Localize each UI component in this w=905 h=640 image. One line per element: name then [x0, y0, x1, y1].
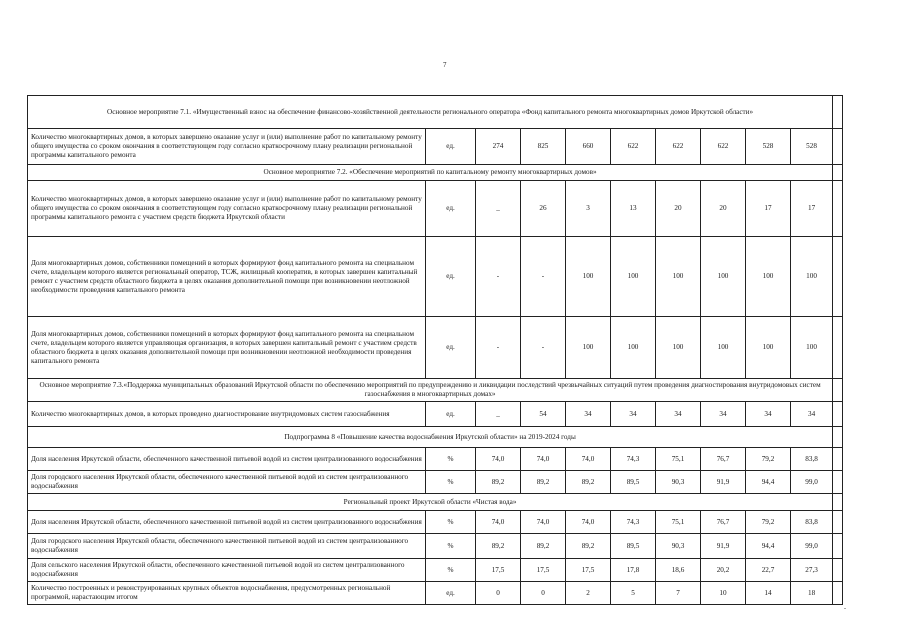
value-cell: 94,4 — [746, 534, 791, 559]
value-cell: 74,0 — [521, 511, 566, 534]
value-cell: - — [521, 237, 566, 317]
value-cell: - — [521, 317, 566, 379]
value-cell: 22,7 — [746, 559, 791, 582]
value-cell: 100 — [701, 317, 746, 379]
value-cell: 622 — [656, 129, 701, 165]
value-cell: 14 — [746, 582, 791, 605]
indicator-name: Доля населения Иркутской области, обеспеченного качественной питьевой водой из систем централизованного водоснабжения — [28, 511, 426, 534]
margin-mark: . — [844, 602, 846, 611]
section-row — [28, 494, 843, 511]
value-cell: 10 — [701, 582, 746, 605]
empty-cell — [833, 237, 843, 317]
value-cell: 622 — [611, 129, 656, 165]
table-row — [28, 534, 843, 559]
value-cell: 99,0 — [791, 534, 833, 559]
value-cell: 274 — [476, 129, 521, 165]
table-row — [28, 129, 843, 165]
value-cell: _ — [476, 402, 521, 427]
unit-cell: % — [426, 534, 476, 559]
value-cell: 100 — [791, 237, 833, 317]
table-row — [28, 448, 843, 471]
value-cell: 91,9 — [701, 534, 746, 559]
value-cell: 34 — [656, 402, 701, 427]
value-cell: 99,0 — [791, 471, 833, 494]
indicator-name: Доля многоквартирных домов, собственники помещений в которых формируют фонд капитального ремонта на специальном счете, владельцем которого является управляющая организация, в которых завершен капитальный ремонт с участием средств областного бюджета в целях оказания дополнительной помощи при возникновении неотложной необходимости проведения капитального ремонта — [28, 317, 426, 379]
indicator-name: Доля многоквартирных домов, собственники помещений в которых формируют фонд капитального ремонта на специальном счете, владельцем которого является региональный оператор, ТСЖ, жилищный кооператив, в которых завершен капитальный ремонт с участием средств областного бюджета в целях оказания дополнительной помощи при возникновении неотложной необходимости проведения капитального ремонта — [28, 237, 426, 317]
value-cell: 75,1 — [656, 511, 701, 534]
section-row — [28, 427, 843, 448]
empty-cell — [833, 582, 843, 605]
value-cell: 100 — [611, 317, 656, 379]
value-cell: 74,0 — [566, 511, 611, 534]
table-row — [28, 582, 843, 605]
value-cell: 89,2 — [521, 534, 566, 559]
value-cell: 54 — [521, 402, 566, 427]
value-cell: 17,5 — [566, 559, 611, 582]
value-cell: 100 — [611, 237, 656, 317]
value-cell: 91,9 — [701, 471, 746, 494]
indicator-name: Доля городского населения Иркутской области, обеспеченного качественной питьевой водой из систем централизованного водоснабжения — [28, 534, 426, 559]
value-cell: 7 — [656, 582, 701, 605]
empty-cell — [833, 96, 843, 129]
value-cell: 83,8 — [791, 511, 833, 534]
value-cell: 34 — [791, 402, 833, 427]
empty-cell — [833, 471, 843, 494]
empty-cell — [833, 181, 843, 237]
value-cell: 100 — [791, 317, 833, 379]
empty-cell — [833, 511, 843, 534]
indicators-table — [27, 95, 843, 605]
value-cell: 17 — [791, 181, 833, 237]
value-cell: 100 — [746, 317, 791, 379]
indicator-name: Количество построенных и реконструированных крупных объектов водоснабжения, предусмотренных региональной программой, нарастающим итогом — [28, 582, 426, 605]
value-cell: 74,0 — [566, 448, 611, 471]
section-heading: Подпрограмма 8 «Повышение качества водоснабжения Иркутской области» на 2019-2024 годы — [28, 427, 833, 448]
value-cell: 528 — [746, 129, 791, 165]
value-cell: 100 — [566, 317, 611, 379]
value-cell: 89,2 — [566, 534, 611, 559]
table-row — [28, 559, 843, 582]
value-cell: 34 — [566, 402, 611, 427]
table-row — [28, 511, 843, 534]
value-cell: 34 — [611, 402, 656, 427]
value-cell: 79,2 — [746, 511, 791, 534]
value-cell: 100 — [566, 237, 611, 317]
value-cell: - — [476, 317, 521, 379]
unit-cell: % — [426, 448, 476, 471]
empty-cell — [833, 165, 843, 181]
value-cell: 622 — [701, 129, 746, 165]
value-cell: 90,3 — [656, 534, 701, 559]
indicator-name: Количество многоквартирных домов, в которых завершено оказание услуг и (или) выполнение работ по капитальному ремонту общего имущества со сроком окончания в соответствующем году согласно краткосрочному плану реализации региональной программы капитального ремонта с участием средств бюджета Иркутской области — [28, 181, 426, 237]
value-cell: 75,1 — [656, 448, 701, 471]
value-cell: 100 — [746, 237, 791, 317]
page-number: 7 — [443, 61, 447, 69]
value-cell: 660 — [566, 129, 611, 165]
value-cell: 0 — [521, 582, 566, 605]
value-cell: 89,5 — [611, 534, 656, 559]
table-row — [28, 181, 843, 237]
table-body — [28, 96, 843, 605]
value-cell: 100 — [656, 317, 701, 379]
table-row — [28, 402, 843, 427]
value-cell: 83,8 — [791, 448, 833, 471]
value-cell: 76,7 — [701, 511, 746, 534]
section-heading: Основное мероприятие 7.1. «Имущественный взнос на обеспечение финансово-хозяйственной деятельности регионального оператора «Фонд капитального ремонта многоквартирных домов Иркутской области» — [28, 96, 833, 129]
value-cell: 5 — [611, 582, 656, 605]
value-cell: 20 — [656, 181, 701, 237]
value-cell: 34 — [701, 402, 746, 427]
value-cell: 27,3 — [791, 559, 833, 582]
value-cell: 3 — [566, 181, 611, 237]
value-cell: 89,5 — [611, 471, 656, 494]
value-cell: 13 — [611, 181, 656, 237]
value-cell: 17,5 — [476, 559, 521, 582]
section-heading: Основное мероприятие 7.2. «Обеспечение мероприятий по капитальному ремонту многоквартирных домов» — [28, 165, 833, 181]
empty-cell — [833, 534, 843, 559]
value-cell: 94,4 — [746, 471, 791, 494]
table-row — [28, 471, 843, 494]
value-cell: 0 — [476, 582, 521, 605]
section-heading: Региональный проект Иркутской области «Чистая вода» — [28, 494, 833, 511]
value-cell: 20 — [701, 181, 746, 237]
value-cell: 74,0 — [476, 511, 521, 534]
indicator-name: Количество многоквартирных домов, в которых проведено диагностирование внутридомовых систем газоснабжения — [28, 402, 426, 427]
value-cell: 26 — [521, 181, 566, 237]
section-row — [28, 379, 843, 402]
empty-cell — [833, 448, 843, 471]
value-cell: 18 — [791, 582, 833, 605]
value-cell: - — [476, 237, 521, 317]
value-cell: 74,3 — [611, 511, 656, 534]
value-cell: 89,2 — [521, 471, 566, 494]
unit-cell: ед. — [426, 402, 476, 427]
indicator-name: Доля населения Иркутской области, обеспеченного качественной питьевой водой из систем централизованного водоснабжения — [28, 448, 426, 471]
empty-cell — [833, 402, 843, 427]
value-cell: 100 — [701, 237, 746, 317]
unit-cell: ед. — [426, 582, 476, 605]
value-cell: 100 — [656, 237, 701, 317]
section-row — [28, 96, 843, 129]
indicator-name: Доля городского населения Иркутской области, обеспеченного качественной питьевой водой из систем централизованного водоснабжения — [28, 471, 426, 494]
unit-cell: ед. — [426, 317, 476, 379]
value-cell: 74,3 — [611, 448, 656, 471]
unit-cell: % — [426, 559, 476, 582]
unit-cell: % — [426, 471, 476, 494]
value-cell: 89,2 — [476, 471, 521, 494]
table-row — [28, 237, 843, 317]
unit-cell: ед. — [426, 237, 476, 317]
value-cell: 2 — [566, 582, 611, 605]
value-cell: 89,2 — [566, 471, 611, 494]
value-cell: 17,5 — [521, 559, 566, 582]
value-cell: 17 — [746, 181, 791, 237]
value-cell: 89,2 — [476, 534, 521, 559]
value-cell: 20,2 — [701, 559, 746, 582]
empty-cell — [833, 129, 843, 165]
value-cell: 90,3 — [656, 471, 701, 494]
section-heading: Основное мероприятие 7.3.«Поддержка муниципальных образований Иркутской области по обеспечению мероприятий по предупреждению и ликвидации последствий чрезвычайных ситуаций путем проведения диагностирования внутридомовых систем газоснабжения в многоквартирных домах» — [28, 379, 833, 402]
empty-cell — [833, 494, 843, 511]
unit-cell: % — [426, 511, 476, 534]
value-cell: 74,0 — [476, 448, 521, 471]
value-cell: 34 — [746, 402, 791, 427]
section-row — [28, 165, 843, 181]
empty-cell — [833, 427, 843, 448]
value-cell: 79,2 — [746, 448, 791, 471]
value-cell: 74,0 — [521, 448, 566, 471]
value-cell: _ — [476, 181, 521, 237]
indicator-name: Количество многоквартирных домов, в которых завершено оказание услуг и (или) выполнение работ по капитальному ремонту общего имущества со сроком окончания в соответствующем году согласно краткосрочному плану реализации региональной программы капитального ремонта — [28, 129, 426, 165]
value-cell: 825 — [521, 129, 566, 165]
value-cell: 18,6 — [656, 559, 701, 582]
unit-cell: ед. — [426, 181, 476, 237]
unit-cell: ед. — [426, 129, 476, 165]
value-cell: 17,8 — [611, 559, 656, 582]
empty-cell — [833, 317, 843, 379]
table-row — [28, 317, 843, 379]
value-cell: 528 — [791, 129, 833, 165]
empty-cell — [833, 379, 843, 402]
empty-cell — [833, 559, 843, 582]
indicator-name: Доля сельского населения Иркутской области, обеспеченного качественной питьевой водой из систем централизованного водоснабжения — [28, 559, 426, 582]
value-cell: 76,7 — [701, 448, 746, 471]
